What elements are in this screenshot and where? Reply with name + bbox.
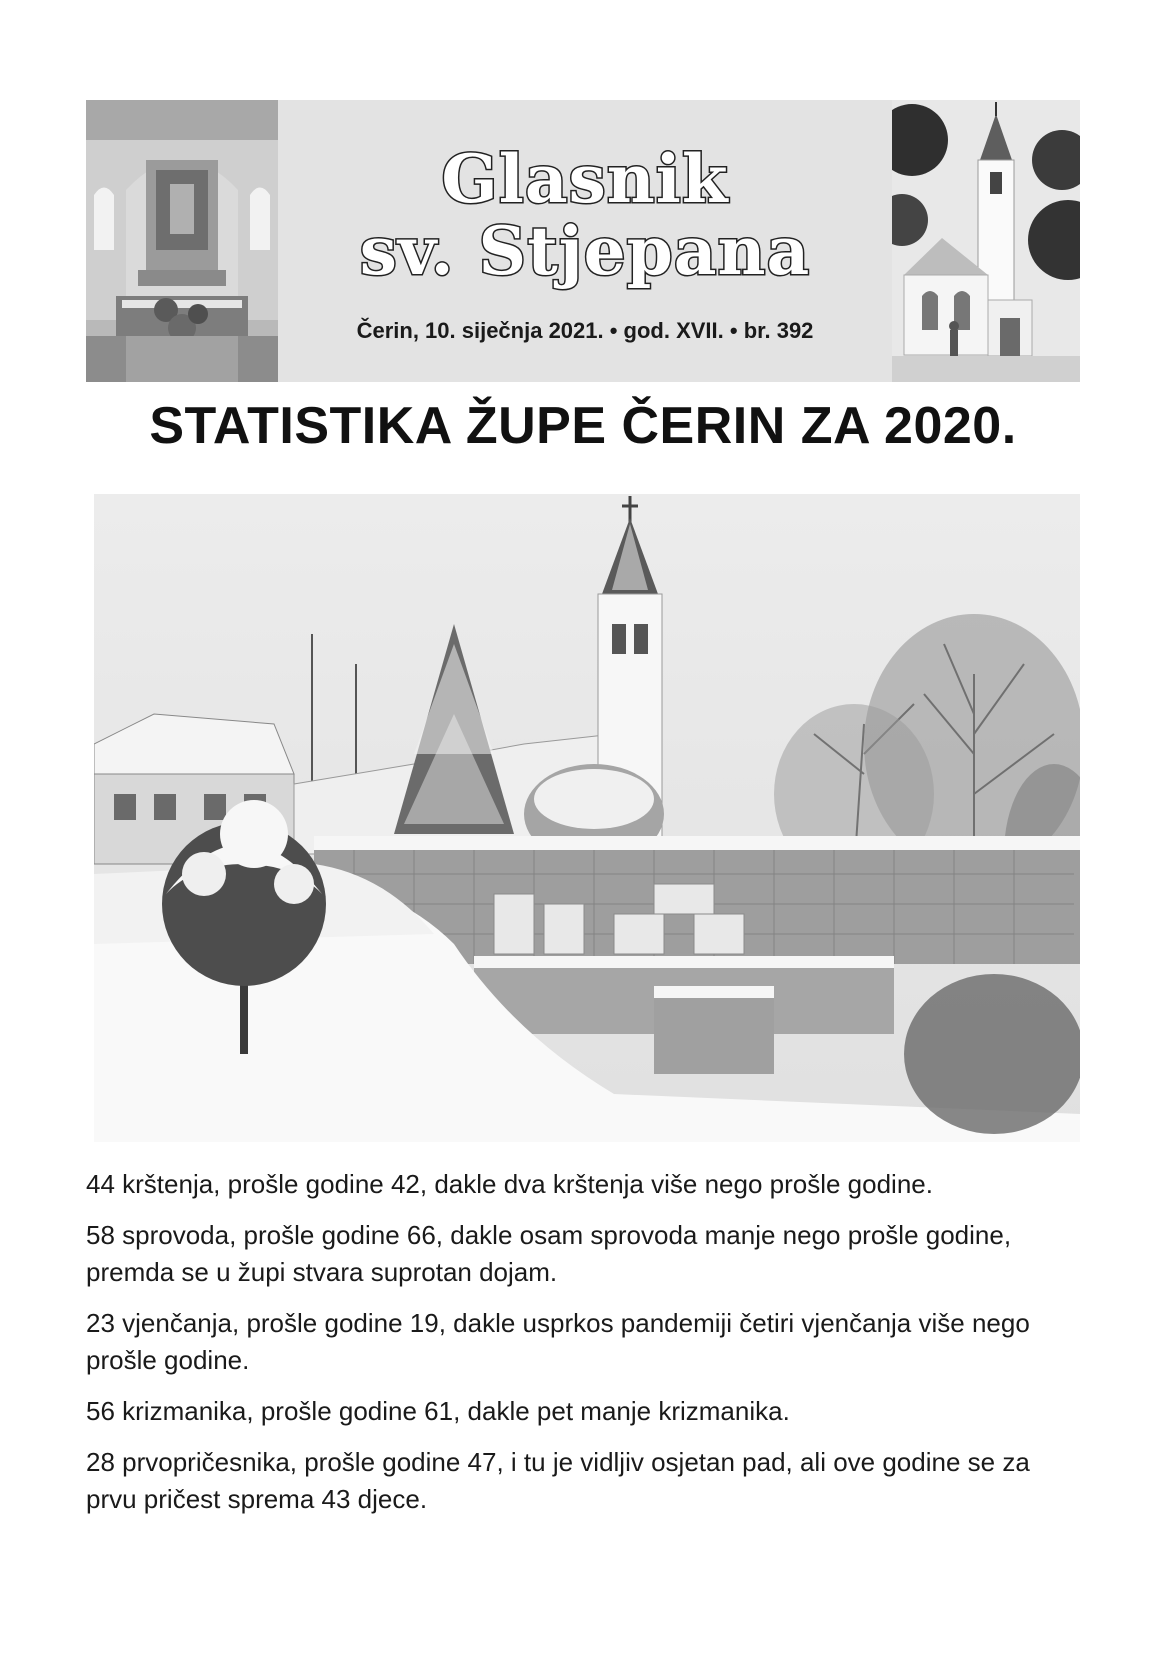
stat-first-communions: 28 prvopričesnika, prošle godine 47, i tu je vidljiv osjetan pad, ali ove godine se za prvu pričest sprema 43 djece. — [86, 1447, 1030, 1514]
masthead-title-block — [278, 100, 892, 382]
page-headline: STATISTIKA ŽUPE ČERIN ZA 2020. — [149, 397, 1017, 455]
issue-info: Čerin, 10. siječnja 2021. • god. XVII. • br. 392 — [356, 318, 814, 343]
newsletter-title-line2: sv. Stjepana — [359, 212, 811, 290]
stat-baptisms: 44 krštenja, prošle godine 42, dakle dva krštenja više nego prošle godine. — [86, 1169, 933, 1199]
stat-funerals: 58 sprovoda, prošle godine 66, dakle osam sprovoda manje nego prošle godine, premda se u župi stvara suprotan dojam. — [86, 1220, 1012, 1287]
snow-church-photo — [94, 494, 1080, 1142]
stat-weddings: 23 vjenčanja, prošle godine 19, dakle usprkos pandemiji četiri vjenčanja više nego prošle godine. — [86, 1308, 1030, 1375]
stat-confirmations: 56 krizmanika, prošle godine 61, dakle pet manje krizmanika. — [86, 1396, 790, 1426]
masthead — [86, 100, 1080, 382]
newsletter-title-line1: Glasnik — [441, 140, 729, 218]
statistics-list — [86, 1166, 1086, 1532]
church-interior-photo — [86, 100, 278, 382]
church-exterior-photo — [892, 100, 1080, 382]
